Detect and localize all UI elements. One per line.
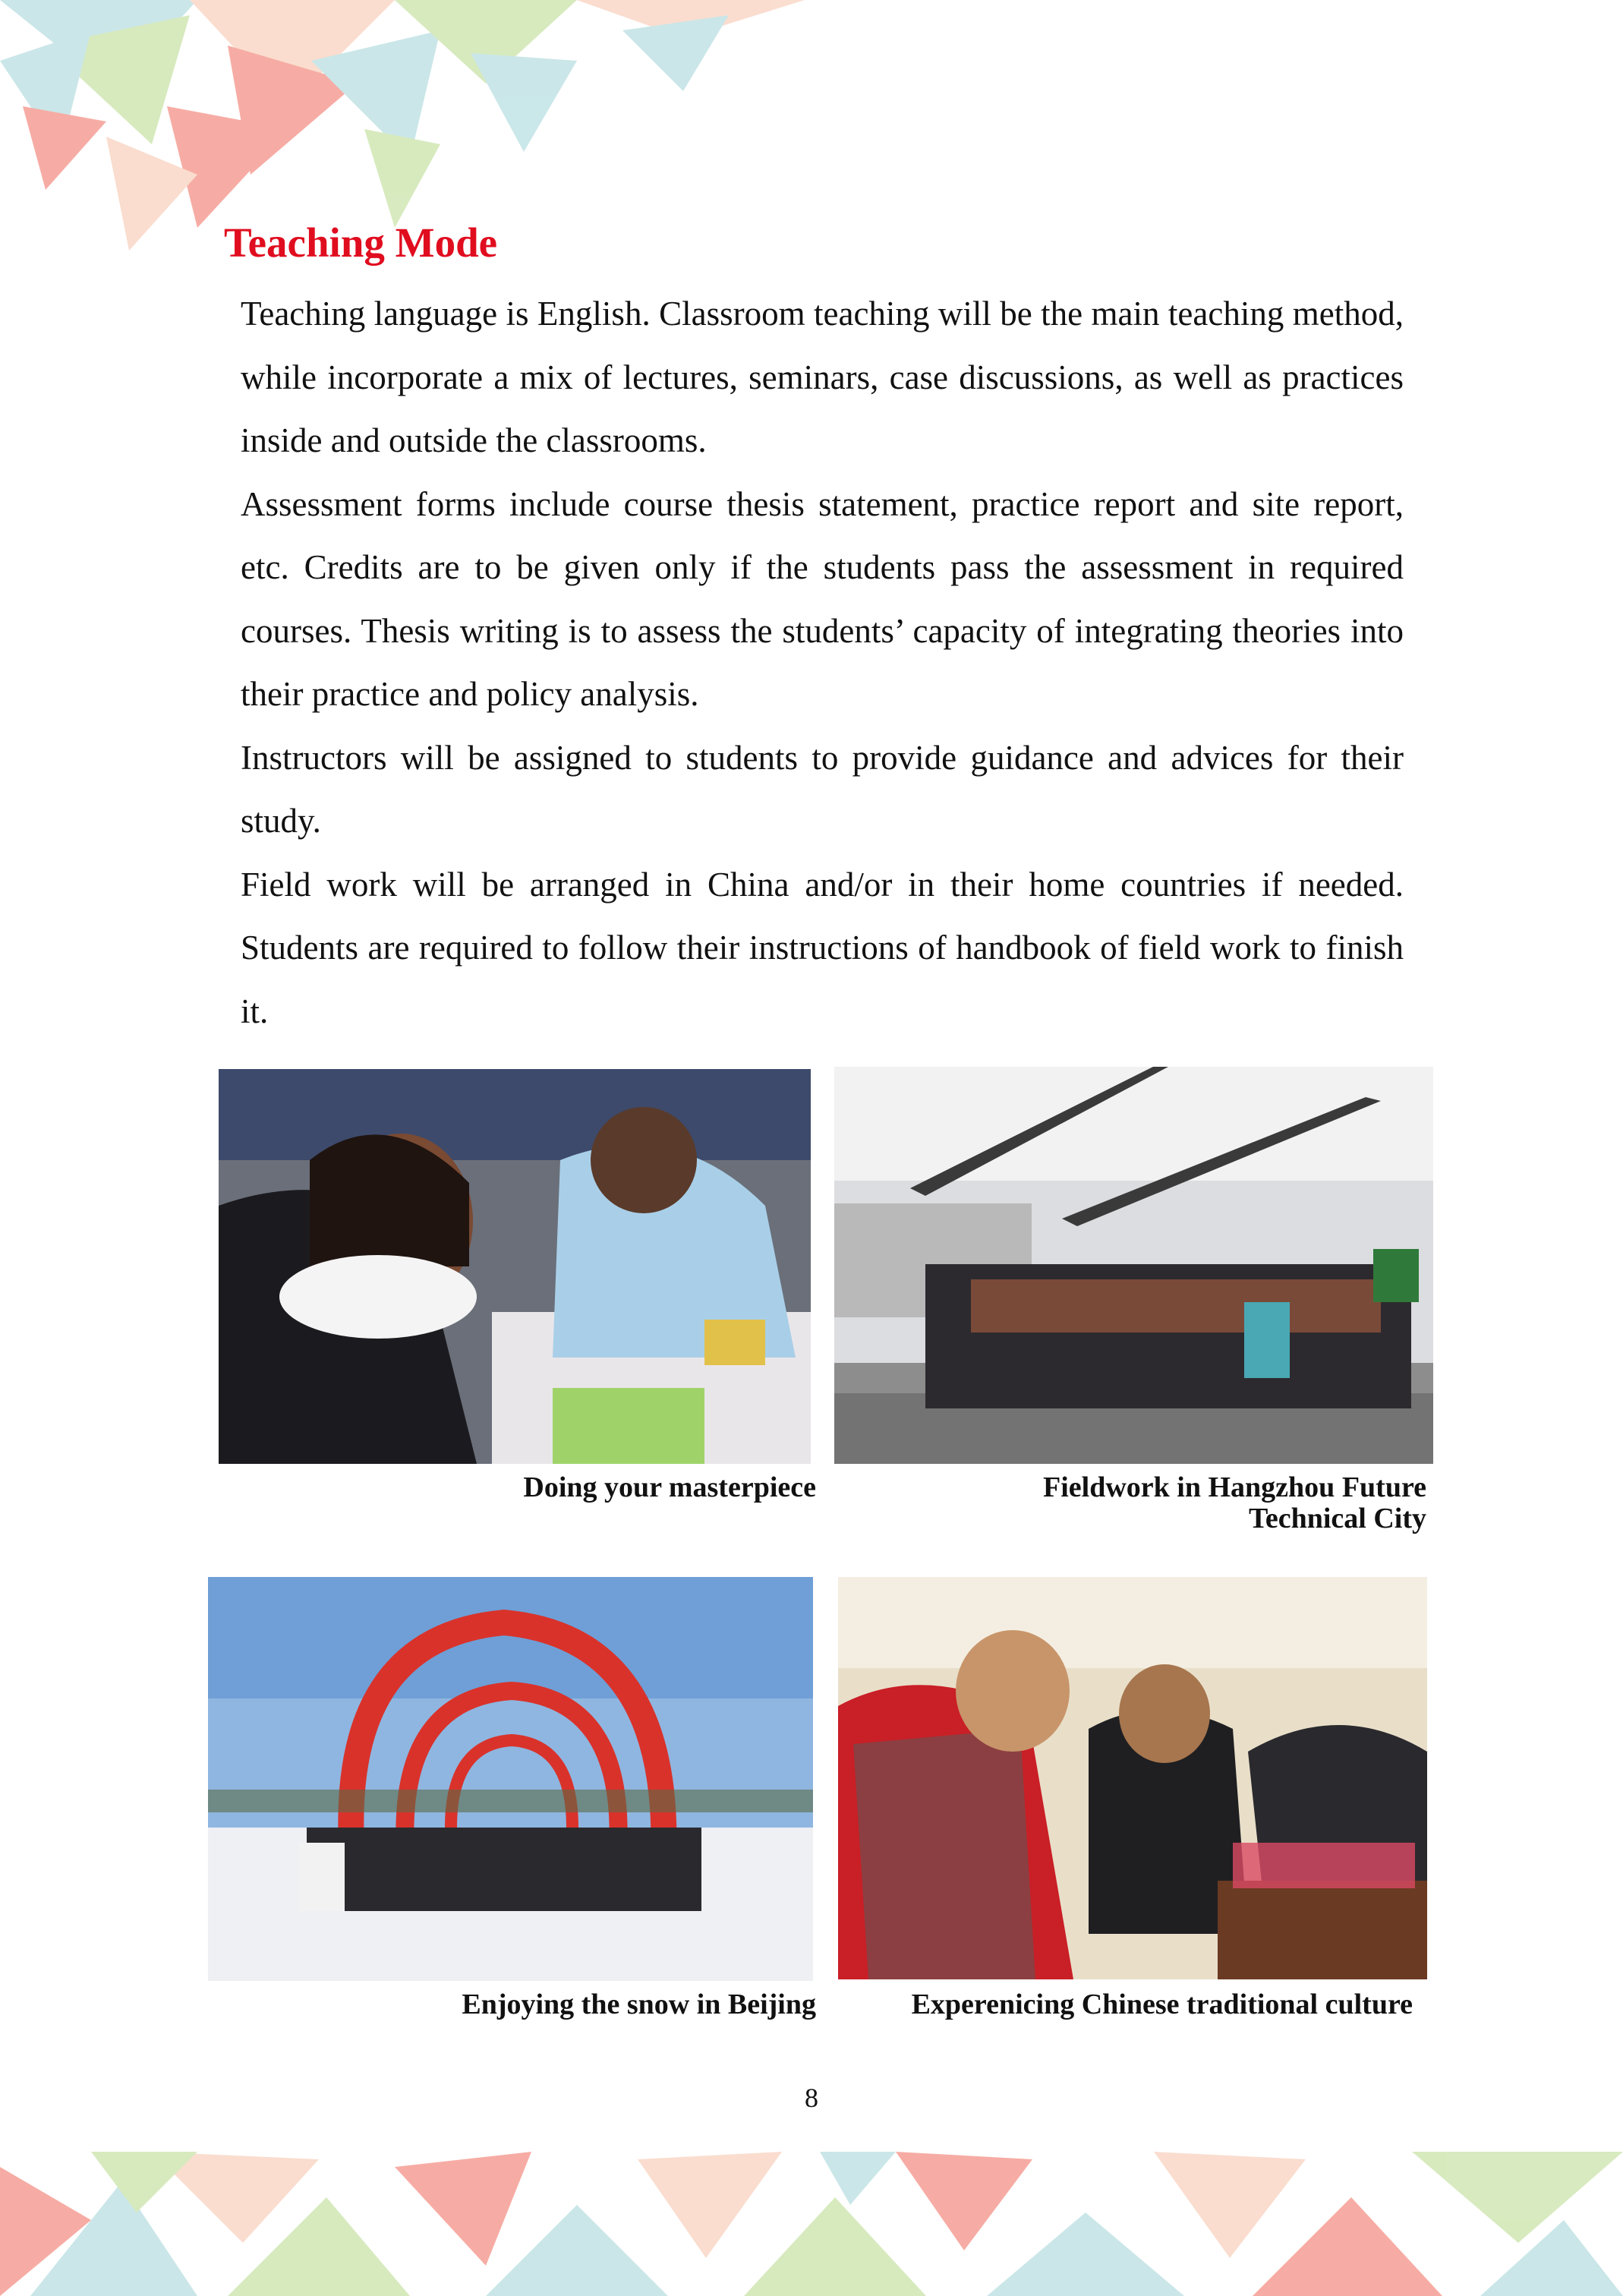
caption-line-2: Technical City [1249, 1503, 1426, 1534]
section-heading: Teaching Mode [224, 219, 498, 266]
photo-hangzhou-fieldwork [834, 1067, 1433, 1464]
paragraph-instructors: Instructors will be assigned to students to provide guidance and advices for their study. [241, 738, 1404, 840]
paragraph-field-work: Field work will be arranged in China and/or in their home countries if needed. Students are required to follow their instructions of handbook of field work to finish it. [241, 865, 1404, 1030]
caption-snow-beijing: Enjoying the snow in Beijing [462, 1988, 816, 2020]
photo-masterpiece [219, 1069, 811, 1464]
caption-masterpiece: Doing your masterpiece [523, 1471, 816, 1503]
photo-snow-beijing [208, 1577, 813, 1981]
caption-line-1: Fieldwork in Hangzhou Future [1043, 1471, 1426, 1503]
photo-chinese-culture [838, 1577, 1427, 1979]
paragraph-teaching-language: Teaching language is English. Classroom teaching will be the main teaching method, while incorporate a mix of lectures, seminars, case discussions, as well as practices inside and outside the classrooms. [241, 295, 1404, 459]
body-text [241, 282, 1404, 1043]
paragraph-assessment: Assessment forms include course thesis statement, practice report and site report, etc. Credits are to be given only if the students pass the assessment in required courses. Thesis writing is to assess the students’ capacity of integrating theories into their practice and policy analysis. [241, 484, 1404, 713]
page-number: 8 [805, 2083, 818, 2113]
bottom-floral-decoration [0, 2152, 1623, 2296]
caption-hangzhou-fieldwork [834, 1472, 1426, 1534]
caption-chinese-culture: Experenicing Chinese traditional culture [911, 1988, 1413, 2020]
